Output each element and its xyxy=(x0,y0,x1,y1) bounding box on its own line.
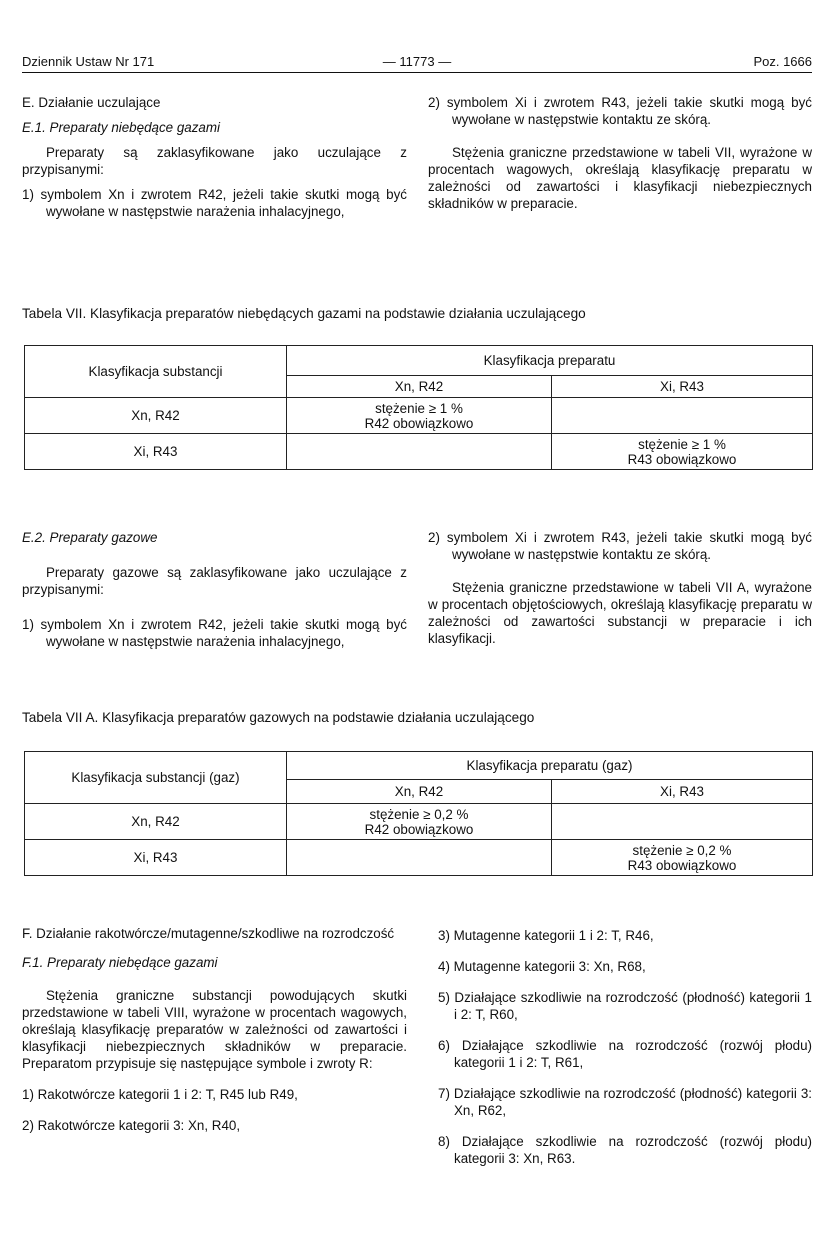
table-7a-row-header: Klasyfikacja substancji (gaz) xyxy=(25,752,287,804)
section-e1-item-1: 1) symbolem Xn i zwrotem R42, jeżeli takie skutki mogą być wywołane w następstwie narażenia inhalacyjnego, xyxy=(22,187,407,219)
section-f-item-4: 4) Mutagenne kategorii 3: Xn, R68, xyxy=(438,959,646,974)
section-f-item-5: 5) Działające szkodliwie na rozrodczość (płodność) kategorii 1 i 2: T, R60, xyxy=(438,990,812,1022)
section-f-item-6: 6) Działające szkodliwie na rozrodczość (rozwój płodu) kategorii 1 i 2: T, R61, xyxy=(438,1038,812,1070)
cell-line: stężenie ≥ 0,2 % xyxy=(632,842,732,858)
position-number: Poz. 1666 xyxy=(753,54,812,69)
table-7a-cell-xn-xn xyxy=(287,804,552,840)
section-e1-item-2: 2) symbolem Xi i zwrotem R43, jeżeli takie skutki mogą być wywołane w następstwie kontaktu ze skórą. xyxy=(428,95,812,127)
table-7a xyxy=(24,751,813,876)
section-e2-intro: Preparaty gazowe są zaklasyfikowane jako uczulające z przypisanymi: xyxy=(22,565,407,597)
section-e2-item-1: 1) symbolem Xn i zwrotem R42, jeżeli takie skutki mogą być wywołane w następstwie narażenia inhalacyjnego, xyxy=(22,617,407,649)
cell-line: R43 obowiązkowo xyxy=(627,451,737,467)
table-7-cell-xi-xn xyxy=(287,434,552,470)
cell-line: R42 obowiązkowo xyxy=(364,415,474,431)
section-f-item-3: 3) Mutagenne kategorii 1 i 2: T, R46, xyxy=(438,928,654,943)
table-7 xyxy=(24,345,813,470)
table-7a-cell-xi-xi xyxy=(552,840,813,876)
journal-title: Dziennik Ustaw Nr 171 xyxy=(22,54,155,69)
table-7a-row-xn-label: Xn, R42 xyxy=(25,804,287,840)
section-e2-subtitle: E.2. Preparaty gazowe xyxy=(22,530,158,545)
table-7-row-xn-label: Xn, R42 xyxy=(25,398,287,434)
table-7a-col-xn: Xn, R42 xyxy=(287,780,552,804)
section-f1-subtitle: F.1. Preparaty niebędące gazami xyxy=(22,955,218,970)
page-number: — 11773 — xyxy=(382,54,452,69)
section-e1-subtitle: E.1. Preparaty niebędące gazami xyxy=(22,120,221,135)
table-7a-col-group: Klasyfikacja preparatu (gaz) xyxy=(287,752,813,780)
cell-line: stężenie ≥ 1 % xyxy=(375,400,463,416)
section-f-item-8: 8) Działające szkodliwie na rozrodczość (rozwój płodu) kategorii 3: Xn, R63. xyxy=(438,1134,812,1166)
cell-line: R42 obowiązkowo xyxy=(364,821,474,837)
table-7-caption: Tabela VII. Klasyfikacja preparatów niebędących gazami na podstawie działania uczulającego xyxy=(22,306,586,321)
section-f-left xyxy=(22,925,407,1134)
cell-line: stężenie ≥ 1 % xyxy=(638,436,726,452)
table-7-cell-xi-xi xyxy=(552,434,813,470)
section-e2-left xyxy=(22,529,407,650)
section-e2-item-2: 2) symbolem Xi i zwrotem R43, jeżeli takie skutki mogą być wywołane w następstwie kontaktu ze skórą. xyxy=(428,530,812,562)
table-7-col-group: Klasyfikacja preparatu xyxy=(287,346,813,376)
table-7-row-header: Klasyfikacja substancji xyxy=(25,346,287,398)
section-e2-right xyxy=(428,529,812,647)
table-7a-cell-xn-xi xyxy=(552,804,813,840)
section-e-right xyxy=(428,94,812,212)
section-e1-intro: Preparaty są zaklasyfikowane jako uczulające z przypisanymi: xyxy=(22,145,407,177)
section-e2-limits: Stężenia graniczne przedstawione w tabeli VII A, wyrażone w procentach objętościowych, określają klasyfikację preparatu w zależności od zawartości substancji w preparacie i ich klasyfikacji. xyxy=(428,580,812,646)
table-7a-caption: Tabela VII A. Klasyfikacja preparatów gazowych na podstawie działania uczulającego xyxy=(22,710,535,725)
table-7-col-xn: Xn, R42 xyxy=(287,376,552,398)
section-f1-body: Stężenia graniczne substancji powodujących skutki przedstawione w tabeli VIII, wyrażone w procentach wagowych, określają klasyfikację preparatów w zależności od zawartości i klasyfikacji niebezpiecznych składników w preparacie. Preparatom przypisuje się następujące symbole i zwroty R: xyxy=(22,988,407,1071)
cell-line: stężenie ≥ 0,2 % xyxy=(369,806,469,822)
section-e1-limits: Stężenia graniczne przedstawione w tabeli VII, wyrażone w procentach wagowych, określają klasyfikację preparatu w zależności od zawartości i klasyfikacji niebezpiecznych składników w preparacie. xyxy=(428,145,812,211)
section-f-right xyxy=(438,927,812,1167)
table-7a-col-xi: Xi, R43 xyxy=(552,780,813,804)
section-f-item-7: 7) Działające szkodliwie na rozrodczość (płodność) kategorii 3: Xn, R62, xyxy=(438,1086,812,1118)
section-f-title: F. Działanie rakotwórcze/mutagenne/szkodliwe na rozrodczość xyxy=(22,926,395,941)
page-header xyxy=(22,54,812,73)
section-e-left xyxy=(22,94,407,220)
table-7-cell-xn-xi xyxy=(552,398,813,434)
table-7a-row-xi-label: Xi, R43 xyxy=(25,840,287,876)
section-f-item-2: 2) Rakotwórcze kategorii 3: Xn, R40, xyxy=(22,1118,241,1133)
table-7-col-xi: Xi, R43 xyxy=(552,376,813,398)
table-7-cell-xn-xn xyxy=(287,398,552,434)
section-f-item-1: 1) Rakotwórcze kategorii 1 i 2: T, R45 lub R49, xyxy=(22,1087,298,1102)
table-7a-cell-xi-xn xyxy=(287,840,552,876)
section-e-title: E. Działanie uczulające xyxy=(22,95,161,110)
cell-line: R43 obowiązkowo xyxy=(627,857,737,873)
table-7-row-xi-label: Xi, R43 xyxy=(25,434,287,470)
